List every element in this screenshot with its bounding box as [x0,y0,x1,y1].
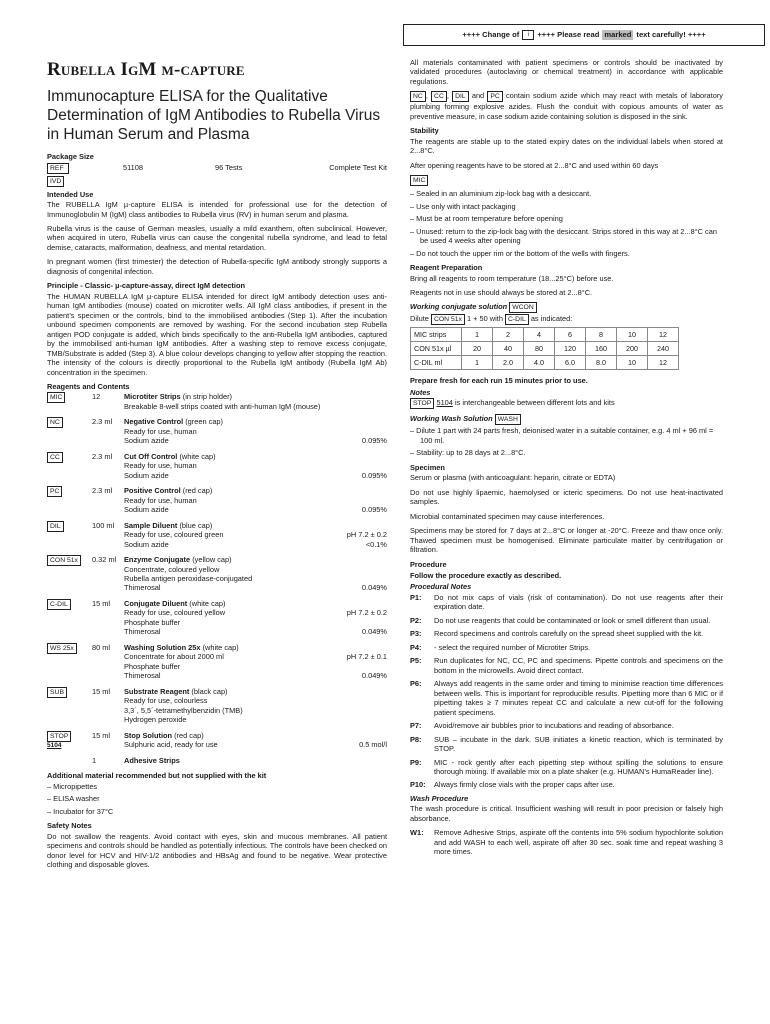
table-cell: 10 [617,356,648,370]
reagent-description: Substrate Reagent (black cap) Ready for use, colourless 3,3´, 5,5´-tetramethylbenzidin (TMB) Hydrogen peroxide [124,686,243,725]
table-cell: 12 [648,328,679,342]
procedural-note: P9: MIC - rock gently after each pipetting step without spilling the solutions to ensure thorough mixing. If available mix on a plate shaker (e.g. HUMAN’s HumaReader line). [410,757,723,776]
reagent-volume: 0.32 ml [92,555,117,565]
procedural-note: P8: SUB – incubate in the dark. SUB initiates a kinetic reaction, which is terminated by STOP. [410,734,723,754]
working-conjugate-heading: Working conjugate solution WCON [410,302,723,313]
stability-1: The reagents are stable up to the stated expiry dates on the individual labels when stored at 2...8°C. [410,136,723,156]
reagents-heading: Reagents and Contents [47,382,130,391]
specimen-4: Specimens may be stored for 7 days at 2...8°C or longer at -20°C. Freeze and thaw once only. Thawed specimen must be homogenised. Eliminate particulate matter by centrifugation or filtration. [410,526,723,555]
notes-text: STOP 5104 is interchangeable between different lots and kits [410,398,723,409]
reagent-code: WS 25x [47,643,92,681]
azide-text: NC , CC , DIL and PC contain sodium azide which may react with metals of laboratory plumbing forming explosive azides. Flush the conduit with copious amounts of water as preventive measure, in case sodium azide containing solution is disposed in the sink. [410,91,723,121]
reagent-row [47,756,387,765]
specimen-heading: Specimen [410,462,445,472]
right-column [410,58,723,861]
reagent-code: SUB [47,687,92,725]
cc-symbol: CC [431,91,447,102]
mic-stability-list [410,189,723,258]
wash-procedure-text: The wash procedure is critical. Insufficient washing will result in poor precision or falsely high absorbance. [410,804,723,823]
reagent-row [47,731,387,750]
reagent-row [47,555,387,593]
reagent-volume: 12 [92,392,101,402]
reagent-volume: 15 ml [92,598,111,608]
package-heading: Package Size [47,152,94,162]
wash-procedure-heading: Wash Procedure [410,793,469,803]
working-conjugate-dilute: Dilute CON 51x 1 + 50 with C-DIL as indicated: [410,314,573,324]
book-icon: i [522,30,534,40]
reagent-description: Adhesive Strips [124,755,180,765]
stability-heading: Stability [410,126,439,136]
banner-highlight: marked [604,30,632,40]
specimen-1: Serum or plasma (with anticoagulant: heparin, citrate or EDTA) [410,473,616,483]
reagent-row [47,417,387,445]
package-row [47,163,387,174]
reagent-volume: 1 [92,755,97,765]
additional-heading: Additional material recommended but not supplied with the kit [47,771,267,781]
reagent-row [47,687,387,725]
table-cell: 4 [524,328,555,342]
reagent-row [47,643,387,681]
procedural-notes-heading: Procedural Notes [410,582,472,592]
reagent-volume: 2.3 ml [92,451,113,461]
procedural-note: P5: Run duplicates for NC, CC, PC and specimens. Pipette controls and specimens on the bottom in the microwells. Avoid direct contact. [410,656,723,675]
list-item: – Incubator for 37°C [47,806,114,816]
table-cell: 2.0 [493,356,524,370]
table-cell: 8 [586,328,617,342]
safety-text: Do not swallow the reagents. Avoid contact with eyes, skin and mucous membranes. All patient specimens and controls should be handled as potentially infectious. The controls have been checked on donor level for HCV and HIV-1/2 antibodies and HBsAg and found to be negative. Wear protective clothing and disposable gloves. [47,831,387,870]
additional-list [47,782,387,816]
document-subtitle: Immunocapture ELISA for the Qualitative Determination of IgM Antibodies to Rubella Virus in Human Serum and Plasma [47,88,381,143]
reagent-row [47,392,387,411]
procedural-note: P2: Do not use reagents that could be contaminated or look or smell different than usual. [410,615,711,625]
list-item: – Micropipettes [47,781,98,791]
ivd-symbol: IVD [47,176,64,187]
inactivation-text: All materials contaminated with patient specimens or controls should be inactivated by validated procedures (autoclaving or chemical treatment) in accordance with applicable regulations. [410,58,723,86]
list-item: – Must be at room temperature before opening [410,214,563,224]
stability-2: After opening reagents have to be stored at 2...8°C and used within 60 days [410,160,659,170]
reagent-code: CC [47,452,92,480]
table-cell: 120 [555,342,586,356]
banner-text-post: ++++ Please read [537,30,600,40]
list-item: – Do not touch the upper rim or the bottom of the wells with fingers. [410,248,630,258]
package-code: 51108 [123,162,144,172]
prep-heading: Reagent Preparation [410,263,483,273]
reagent-code [47,756,92,765]
reagent-row [47,521,387,549]
reagent-volume: 2.3 ml [92,486,113,496]
change-notice-banner [403,24,765,46]
package-tests: 96 Tests [215,162,243,172]
procedural-note: P6: Always add reagents in the same order and timing to minimise reaction time differences between wells. This is important for reproducible results. Pipetting more than 6 MIC or if pipetting takes ≥ 7 minutes repeat CC and calculate a new cut-off for the following patient specimens. [410,679,723,717]
table-cell: C-DIL ml [411,356,462,370]
banner-text-tail: text carefully! ++++ [636,30,706,40]
table-cell: 4.0 [524,356,555,370]
reagent-code: PC [47,486,92,514]
reagent-description: Cut Off Control (white cap) Ready for use, human Sodium azide 0.095% [124,451,387,480]
intended-p2: Rubella virus is the cause of German measles, usually a mild exanthem, often subclinical. However, when acquired in utero, Rubella virus can cause the congenital rubella syndrome, and lead to fetal demise, cataracts, malformation, deafness, and mental retardation. [47,223,387,252]
prep-1: Bring all reagents to room temperature (18...25°C) before use. [410,273,614,283]
dilution-table [410,327,679,370]
mic-symbol: MIC [410,175,428,186]
intended-p1: The RUBELLA IgM µ-capture ELISA is intended for professional use for the detection of Immunoglobulin M (IgM) class antibodies to Rubella virus (RV) in human serum and plasma. [47,200,387,219]
list-item: – Stability: up to 28 days at 2...8°C. [410,448,526,458]
reagent-code: MIC [47,392,92,411]
list-item: – Sealed in an aluminium zip-lock bag with a desiccant. [410,189,592,199]
table-cell: 1 [462,356,493,370]
reagent-code: NC [47,417,92,445]
table-cell: 2 [493,328,524,342]
table-cell: MIC strips [411,328,462,342]
table-cell: 6 [555,328,586,342]
wash-step-w1: W1: Remove Adhesive Strips, aspirate off the contents into 5% sodium hypochlorite solution and add WASH to each well, aspirate off after 30 sec. soak time and repeat washing 3 more times. [410,828,723,857]
working-wash-list [410,426,723,457]
intended-p3: In pregnant women (first trimester) the detection of Rubella-specific IgM antibody strongly supports a diagnosis of congenital infection. [47,257,387,276]
table-cell: CON 51x µl [411,342,462,356]
reagent-volume: 80 ml [92,642,111,652]
reagent-volume: 100 ml [92,520,115,530]
left-column [47,58,387,875]
table-cell: 160 [586,342,617,356]
reagent-volume: 2.3 ml [92,417,113,427]
intended-heading: Intended Use [47,189,94,199]
table-cell: 40 [493,342,524,356]
prepare-fresh-note: Prepare fresh for each run 15 minutes prior to use. [410,376,588,386]
reagent-row [47,599,387,637]
procedural-note: P4: - select the required number of Microtiter Strips. [410,642,591,652]
table-row [411,356,679,370]
reagent-code: STOP 5104 [47,731,92,750]
reagent-description: Microtiter Strips (in strip holder) Breakable 8-well strips coated with anti-human IgM (mouse) [124,392,321,411]
reagent-row [47,486,387,514]
reagent-list [47,392,387,765]
list-item: – ELISA washer [47,794,100,804]
reagent-code: C-DIL [47,599,92,637]
reagent-description: Conjugate Diluent (white cap) Ready for use, coloured yellow pH 7.2 ± 0.2 Phosphate buffer Thimerosal 0.049% [124,598,387,637]
procedure-1: Follow the procedure exactly as described. [410,571,562,580]
table-row [411,342,679,356]
table-cell: 240 [648,342,679,356]
reagent-description: Positive Control (red cap) Ready for use, human Sodium azide 0.095% [124,486,387,515]
ref-symbol: REF [47,163,69,174]
specimen-2: Do not use highly lipaemic, haemolysed or icteric specimens. Do not use heat-inactivated samples. [410,487,723,507]
table-cell: 8.0 [586,356,617,370]
table-cell: 20 [462,342,493,356]
principle-text: The HUMAN RUBELLA IgM µ-capture ELISA intended for direct IgM antibody detection uses anti-human IgM antibodies (mouse) coated on microtiter wells. All IgM class antibodies, if present in the patient’s specimen or the controls, bind to the immobilised antibodies (Step 1). After the incubation unbound specimen components are removed by washing. For the second incubation step Rubella antigen POD conjugate is added, which binds specifically to the anti-Rubella IgM antibodies, captured by the immobilised anti-human IgM antibodies. After a washing step to remove excess conjugate, TMB/Substrate is added (Step 3). A blue colour develops changing to yellow after stopping the reaction. The intensity of the colours is directly proportional to the Rubella IgM antibody (Rubella IgM Ab) concentration in the specimen. [47,291,387,377]
reagent-description: Negative Control (green cap) Ready for use, human Sodium azide 0.095% [124,417,387,446]
procedural-note: P7: Avoid/remove air bubbles prior to incubations and reading of absorbance. [410,721,674,731]
document-title: Rubella IgM µ-capture [47,59,245,80]
reagent-description: Stop Solution (red cap) Sulphuric acid, ready for use 0.5 mol/l [124,730,387,749]
nc-symbol: NC [410,91,426,102]
working-wash-heading: Working Wash Solution WASH [410,414,723,425]
list-item: – Unused: return to the zip-lock bag with the desiccant. Strips stored in this way at 2...8°C can be used 4 weeks after opening [410,226,717,246]
table-cell: 6.0 [555,356,586,370]
reagent-code: DIL [47,521,92,549]
procedure-heading: Procedure [410,559,447,569]
banner-text-pre: ++++ Change of [462,30,520,40]
reagent-row [47,452,387,480]
dil-symbol: DIL [452,91,469,102]
table-cell: 12 [648,356,679,370]
specimen-3: Microbial contaminated specimen may cause interferences. [410,511,605,521]
safety-heading: Safety Notes [47,821,92,831]
reagent-description: Enzyme Conjugate (yellow cap) Concentrate, coloured yellow Rubella antigen peroxidase-conjugated Thimerosal 0.049% [124,555,387,593]
procedural-note: P1: Do not mix caps of vials (risk of contamination). Do not use reagents after their expiration date. [410,592,723,612]
reagent-description: Sample Diluent (blue cap) Ready for use, coloured green pH 7.2 ± 0.2 Sodium azide <0.1% [124,520,387,549]
list-item: – Use only with intact packaging [410,201,516,211]
procedural-note: P3: Record specimens and controls carefully on the spread sheet supplied with the kit. [410,629,704,639]
reagent-volume: 15 ml [92,686,111,696]
procedural-notes-list [410,593,723,790]
pc-symbol: PC [487,91,502,102]
reagent-volume: 15 ml [92,730,111,740]
package-kit: Complete Test Kit [329,162,387,172]
procedural-note: P10: Always firmly close vials with the proper caps after use. [410,780,615,790]
table-row [411,328,679,342]
list-item: – Dilute 1 part with 24 parts fresh, deionised water in a suitable container, e.g. 4 ml + 96 ml = 100 ml. [410,426,714,445]
notes-heading: Notes [410,387,431,397]
principle-heading: Principle - Classic- µ-capture-assay, direct IgM detection [47,281,245,291]
reagent-code: CON 51x [47,555,92,593]
table-cell: 200 [617,342,648,356]
table-cell: 1 [462,328,493,342]
table-cell: 10 [617,328,648,342]
table-cell: 80 [524,342,555,356]
reagent-description: Washing Solution 25x (white cap) Concentrate for about 2000 ml pH 7.2 ± 0.1 Phosphate buffer Thimerosal 0.049% [124,642,387,681]
prep-2: Reagents not in use should always be stored at 2...8°C. [410,287,593,297]
